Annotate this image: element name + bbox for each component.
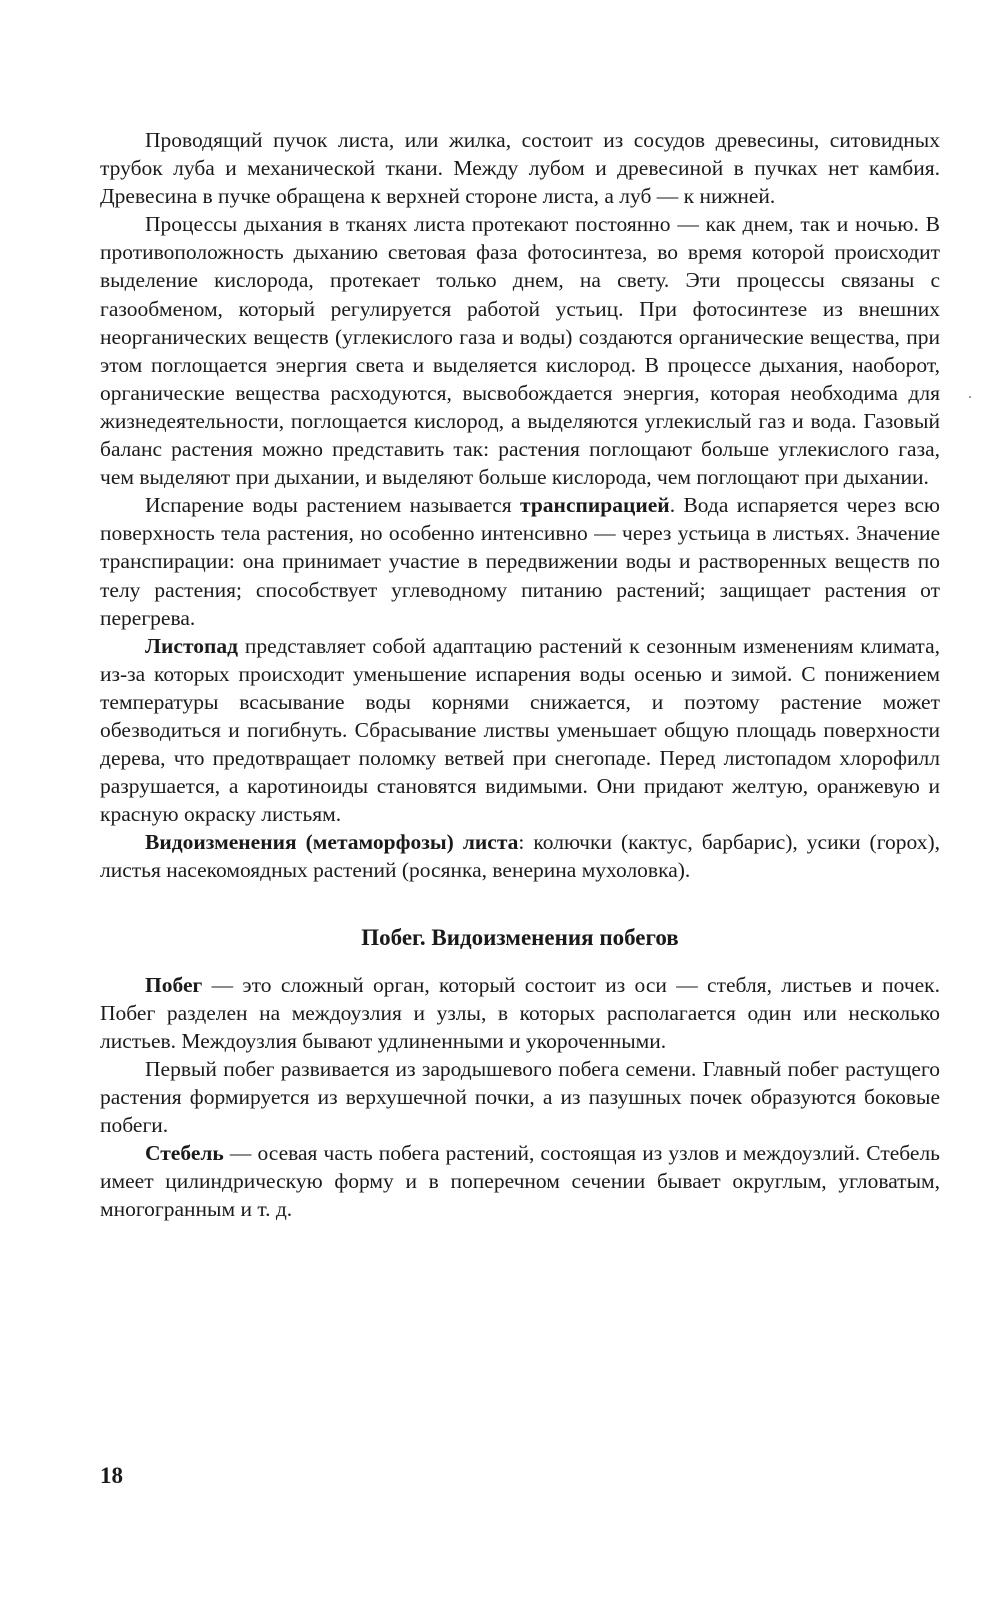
paragraph-text: — осевая часть побега растений, состоящая из узлов и междоузлий. Стебель имеет цилиндрическую форму и в поперечном сечении бывает округлым, угловатым, многогранным и т. д. [100, 1141, 940, 1222]
term-bold: Листопад [145, 633, 238, 658]
term-bold: Видоизменения (метаморфозы) листа [145, 830, 519, 855]
paragraph-text: Проводящий пучок листа, или жилка, состоит из сосудов древесины, ситовидных трубок луба и механической ткани. Между лубом и древесиной в пучках нет камбия. Древесина в пучке обращена к верхней стороне листа, а луб — к нижней. [100, 128, 940, 209]
term-bold: Стебель [145, 1141, 224, 1166]
term-bold: транспирацией [520, 493, 670, 518]
paragraph-text: представляет собой адаптацию растений к сезонным изменениям климата, из-за которых происходит уменьшение испарения воды осенью и зимой. С понижением температуры всасывание воды корнями снижается, и поэтому растение может обезводиться и погибнуть. Сбрасывание листвы уменьшает общую площадь поверхности дерева, что предотвращает поломку ветвей при снегопаде. Перед листопадом хлорофилл разрушается, а каротиноиды становятся видимыми. Они придают желтую, оранжевую и красную окраску листьям. [100, 633, 940, 827]
paragraph-text: Испарение воды растением называется [145, 493, 521, 518]
paragraph [100, 126, 940, 210]
paragraph [100, 828, 940, 884]
term-bold: Побег [145, 972, 203, 997]
page-content [100, 126, 940, 1223]
paragraphs-before-heading [100, 126, 940, 885]
paragraph-text: . Вода испаряется через всю поверхность тела растения, но особенно интенсивно — через устьица в листьях. Значение транспирации: она принимает участие в передвижении воды и растворенных веществ по телу растения; способствует углеводному питанию растений; защищает растения от перегрева. [100, 493, 940, 630]
paragraph-text: : колючки (кактус, барбарис), усики (горох), листья насекомоядных растений (росянка, венерина мухоловка). [100, 830, 940, 883]
paragraph-text: — это сложный орган, который состоит из оси — стебля, листьев и почек. Побег разделен на междоузлия и узлы, в которых располагается один или несколько листьев. Междоузлия бывают удлиненными и укороченными. [100, 972, 940, 1053]
paragraph [100, 632, 940, 829]
paragraph-text: Процессы дыхания в тканях листа протекают постоянно — как днем, так и ночью. В противоположность дыханию световая фаза фотосинтеза, во время которой происходит выделение кислорода, протекает только днем, на свету. Эти процессы связаны с газообменом, который регулируется работой устьиц. При фотосинтезе из внешних неорганических веществ (углекислого газа и воды) создаются органические вещества, при этом поглощается энергия света и выделяется кислород. В процессе дыхания, наоборот, органические вещества расходуются, высвобождается энергия, которая необходима для жизнедеятельности, поглощается кислород, а выделяются углекислый газ и вода. Газовый баланс растения можно представить так: растения поглощают больше углекислого газа, чем выделяют при дыхании, и выделяют больше кислорода, чем поглощают при дыхании. [100, 212, 940, 490]
paragraph [100, 1055, 940, 1139]
page-number: 18 [100, 1463, 123, 1488]
paragraph [100, 491, 940, 631]
paragraphs-after-heading [100, 971, 940, 1224]
paragraph [100, 210, 940, 491]
paragraph-text: Первый побег развивается из зародышевого побега семени. Главный побег растущего растения формируется из верхушечной почки, а из пазушных почек образуются боковые побеги. [100, 1056, 940, 1137]
section-heading: Побег. Видоизменения побегов [361, 924, 679, 950]
scan-speck [969, 396, 971, 398]
paragraph [100, 1139, 940, 1223]
paragraph [100, 971, 940, 1055]
